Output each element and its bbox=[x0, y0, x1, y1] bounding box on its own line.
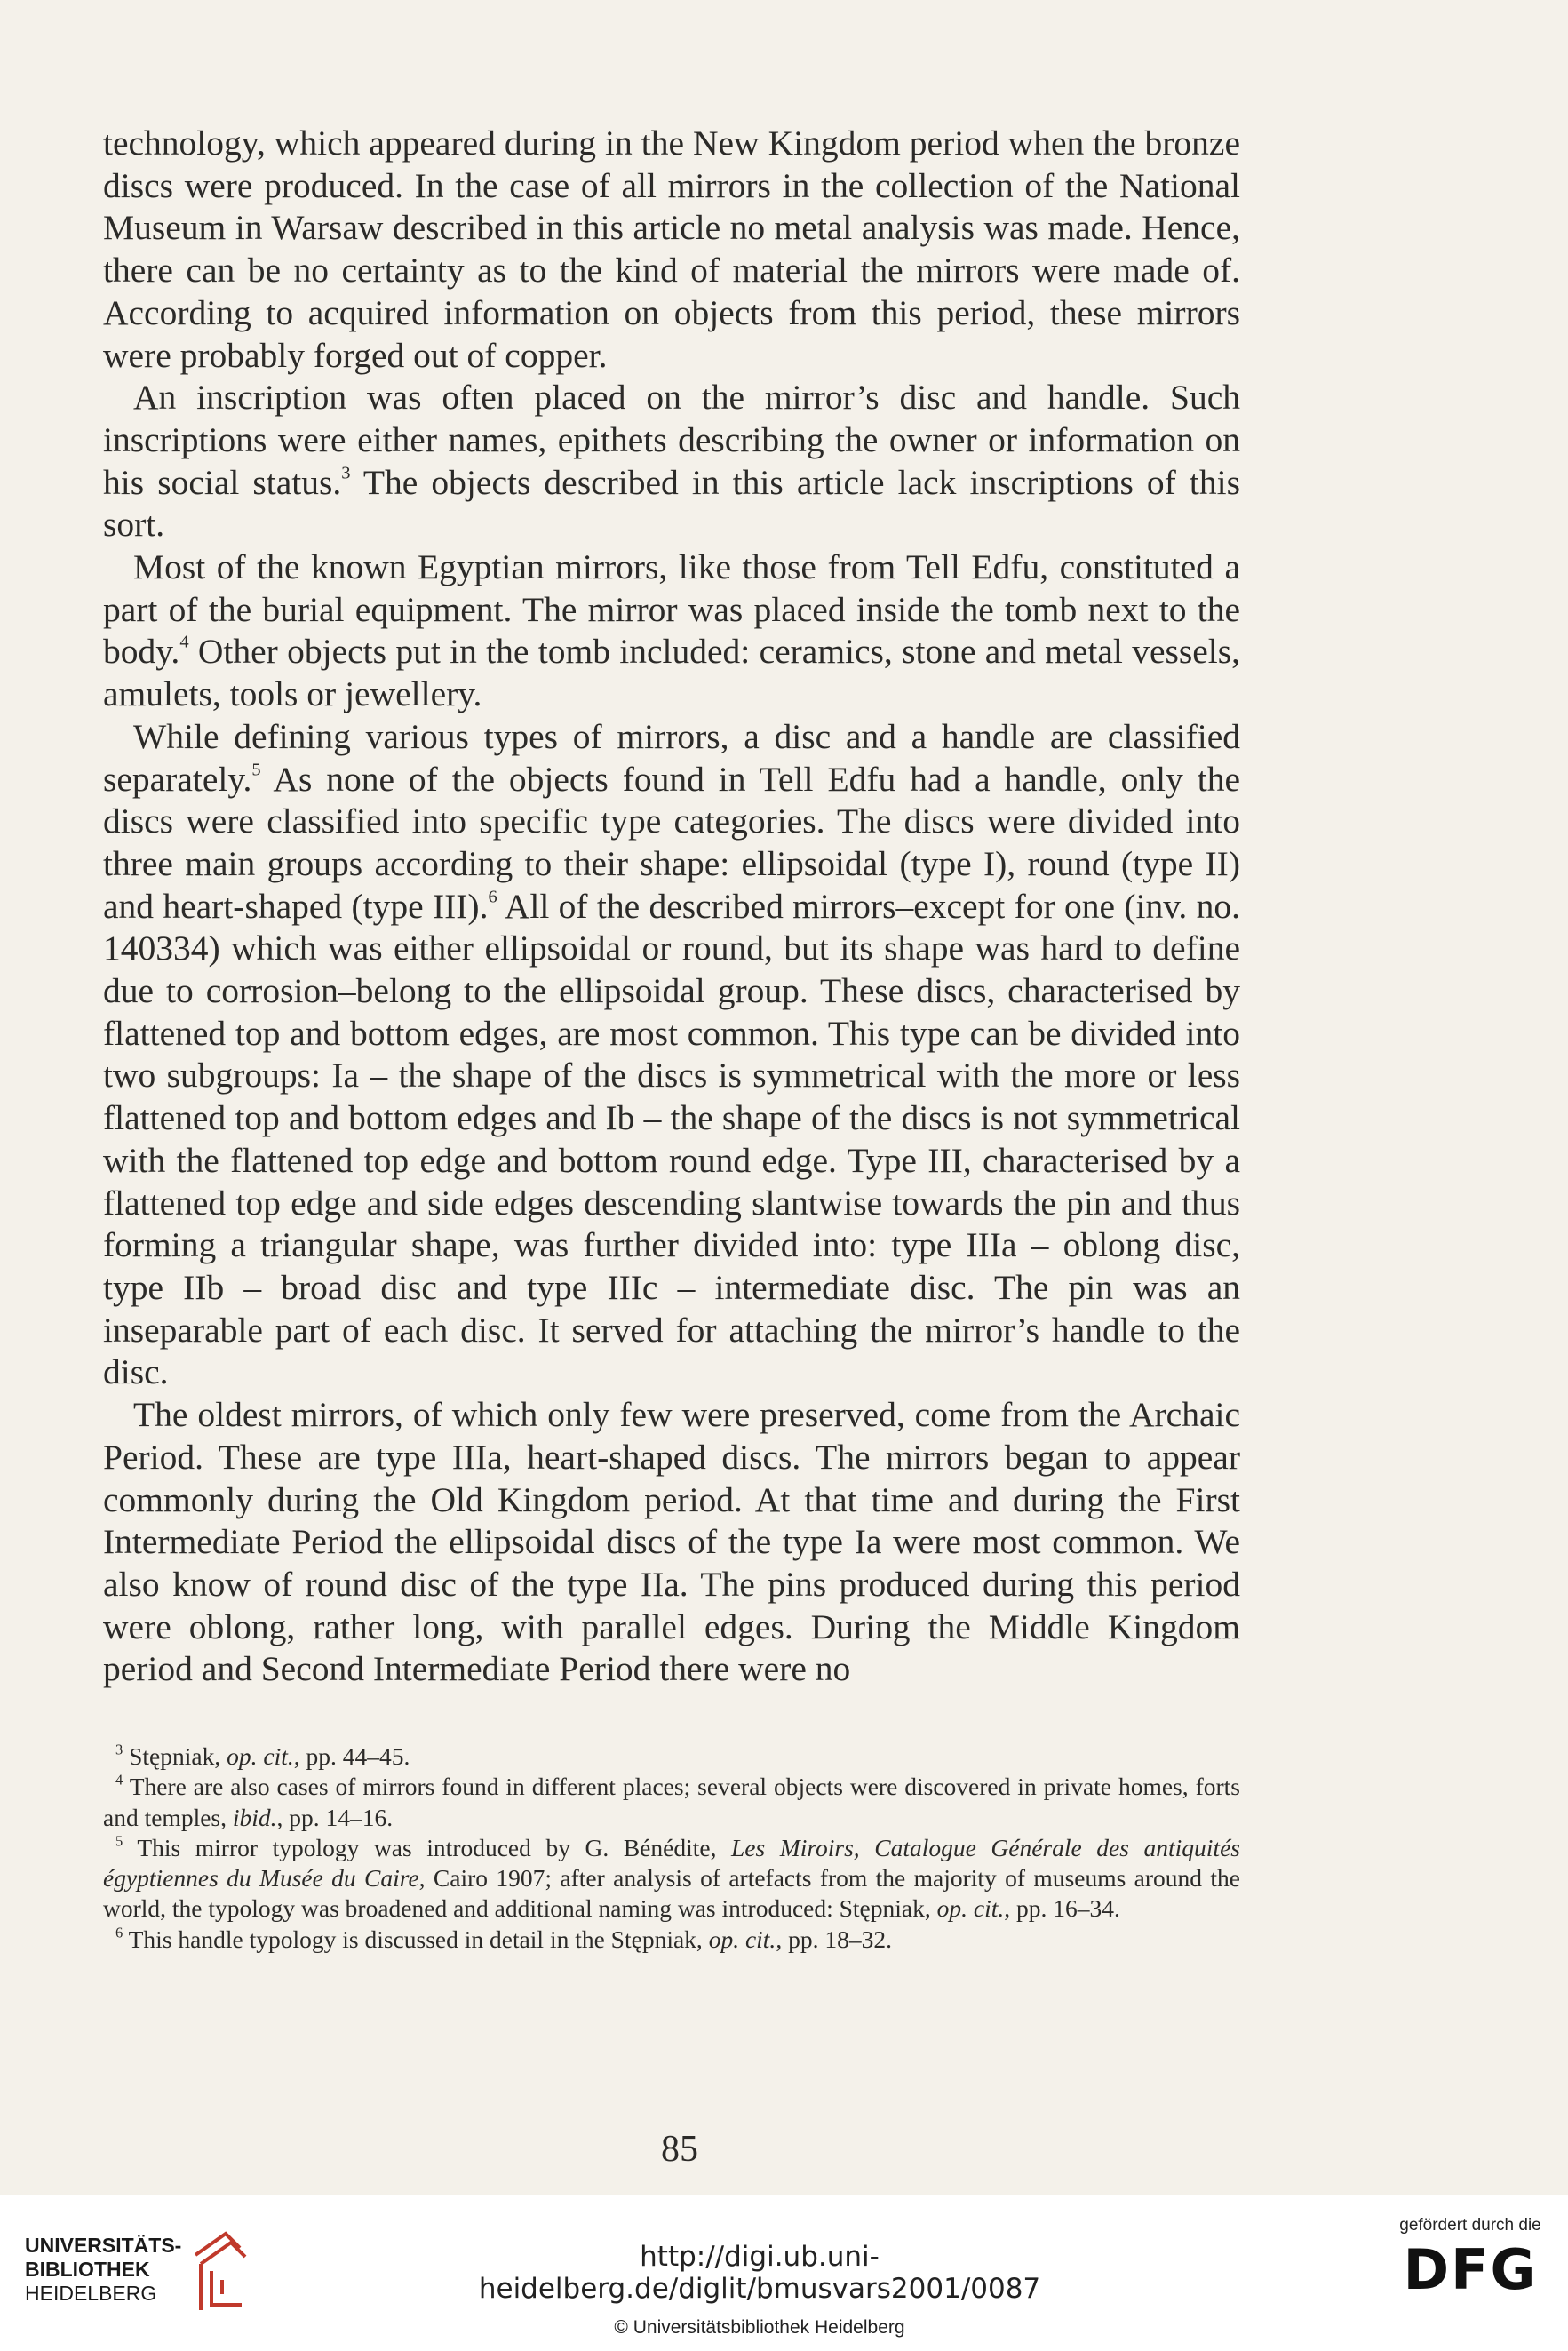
text-run: Stępniak, bbox=[123, 1742, 227, 1770]
funded-by-label: gefördert durch die bbox=[1399, 2216, 1541, 2235]
page-number: 85 bbox=[661, 2129, 698, 2170]
italic-text: op. cit. bbox=[936, 1894, 1005, 1923]
text-run: The objects described in this article lack inscriptions of this sort. bbox=[103, 462, 1240, 545]
text-run: This mirror typology was introduced by G. Bénédite, bbox=[123, 1833, 732, 1861]
italic-text: op. cit. bbox=[708, 1925, 776, 1953]
footnote-number: 3 bbox=[115, 1741, 123, 1758]
italic-text: ibid. bbox=[232, 1803, 277, 1831]
footnote-number: 6 bbox=[115, 1924, 123, 1941]
body-paragraph bbox=[103, 716, 1240, 1394]
text-run: , Cairo 1907; after analysis of artefacts from the majority of museums around the world, the typology was broadened and additional naming was introduced: Stępniak, bbox=[103, 1864, 1241, 1923]
text-run: Most of the known Egyptian mirrors, like those from Tell Edfu, constituted a part of the burial equipment. The mirror was placed inside the tomb next to the body. bbox=[103, 547, 1240, 672]
text-run: An inscription was often placed on the mirror’s disc and handle. Such inscriptions were either names, epithets describing the owner or information on his social status. bbox=[103, 378, 1240, 502]
text-run: , pp. 44–45. bbox=[293, 1742, 410, 1770]
library-branding bbox=[25, 2234, 252, 2314]
body-paragraph bbox=[103, 546, 1240, 716]
footnote bbox=[103, 1772, 1240, 1833]
footer-bar bbox=[0, 2195, 1568, 2351]
text-run: Other objects put in the tomb included: ceramics, stone and metal vessels, amulets, tools or jewellery. bbox=[103, 632, 1240, 714]
copyright-notice: © Universitätsbibliothek Heidelberg bbox=[614, 2317, 905, 2338]
source-url-link[interactable]: http://digi.ub.uni-heidelberg.de/diglit/bmusvars2001/0087 bbox=[478, 2241, 1041, 2305]
text-run: , pp. 16–34. bbox=[1004, 1894, 1120, 1923]
library-name-line1: UNIVERSITÄTS- bbox=[25, 2234, 182, 2257]
footnote-reference: 6 bbox=[488, 887, 497, 907]
dfg-logo: DFG bbox=[1403, 2237, 1538, 2302]
text-run: The oldest mirrors, of which only few were preserved, come from the Archaic Period. These are type IIIa, heart-shaped discs. The mirrors began to appear commonly during the Old Kingdom period. At that time and during the First Intermediate Period the ellipsoidal discs of the type Ia were most common. We also know of round disc of the type IIa. The pins produced during this period were oblong, rather long, with parallel edges. During the Middle Kingdom period and Second Intermediate Period there were no bbox=[103, 1395, 1240, 1689]
library-name-line3: HEIDELBERG bbox=[25, 2282, 157, 2305]
body-paragraph bbox=[103, 1394, 1240, 1691]
text-run: , pp. 18–32. bbox=[776, 1925, 892, 1953]
footnote bbox=[103, 1925, 1240, 1955]
body-paragraph bbox=[103, 123, 1240, 377]
body-text bbox=[103, 123, 1240, 1691]
library-name bbox=[25, 2234, 181, 2306]
funder-branding bbox=[1386, 2216, 1555, 2301]
library-logo-icon bbox=[187, 2228, 252, 2314]
footnote-number: 4 bbox=[115, 1771, 123, 1789]
footnote bbox=[103, 1833, 1240, 1925]
text-run: While defining various types of mirrors, a disc and a handle are classified separately. bbox=[103, 716, 1240, 799]
footnote-reference: 5 bbox=[251, 760, 261, 780]
text-run: All of the described mirrors–except for one (inv. no. 140334) which was either ellipsoidal or round, but its shape was hard to define due to corrosion–belong to the ellipsoidal group. These discs, characterised by flattened top and bottom edges, are most common. This type can be divided into two subgroups: Ia – the shape of the discs is symmetrical with the more or less flattened top and bottom edges and Ib – the shape of the discs is not symmetrical with the flattened top edge and bottom round edge. Type III, characterised by a flattened top edge and side edges descending slantwise towards the pin and thus forming a triangular shape, was further divided into: type IIIa – oblong disc, type IIb – broad disc and type IIIc – intermediate disc. The pin was an inseparable part of each disc. It served for attaching the mirror’s handle to the disc. bbox=[103, 886, 1240, 1392]
footnote-reference: 3 bbox=[341, 463, 351, 483]
body-paragraph bbox=[103, 377, 1240, 546]
text-run: There are also cases of mirrors found in different places; several objects were discovered in private homes, forts and temples, bbox=[103, 1773, 1240, 1831]
italic-text: op. cit. bbox=[227, 1742, 294, 1770]
text-run: , pp. 14–16. bbox=[276, 1803, 394, 1831]
footnote-reference: 4 bbox=[179, 632, 189, 652]
footnote-number: 5 bbox=[115, 1832, 123, 1850]
footnote bbox=[103, 1741, 1240, 1772]
library-name-line2: BIBLIOTHEK bbox=[25, 2258, 150, 2281]
text-run: As none of the objects found in Tell Edfu had a handle, only the discs were classified into specific type categories. The discs were divided into three main groups according to their shape: ellipsoidal (type I), round (type II) and heart-shaped (type III). bbox=[103, 759, 1240, 926]
text-run: technology, which appeared during in the New Kingdom period when the bronze discs were produced. In the case of all mirrors in the collection of the National Museum in Warsaw described in this article no metal analysis was made. Hence, there can be no certainty as to the kind of material the mirrors were made of. According to acquired information on objects from this period, these mirrors were probably forged out of copper. bbox=[103, 124, 1240, 375]
italic-text: Les Miroirs, Catalogue Générale des antiquités égyptiennes du Musée du Caire bbox=[103, 1833, 1240, 1893]
text-run: This handle typology is discussed in detail in the Stępniak, bbox=[123, 1925, 709, 1953]
footnotes bbox=[103, 1741, 1240, 1955]
